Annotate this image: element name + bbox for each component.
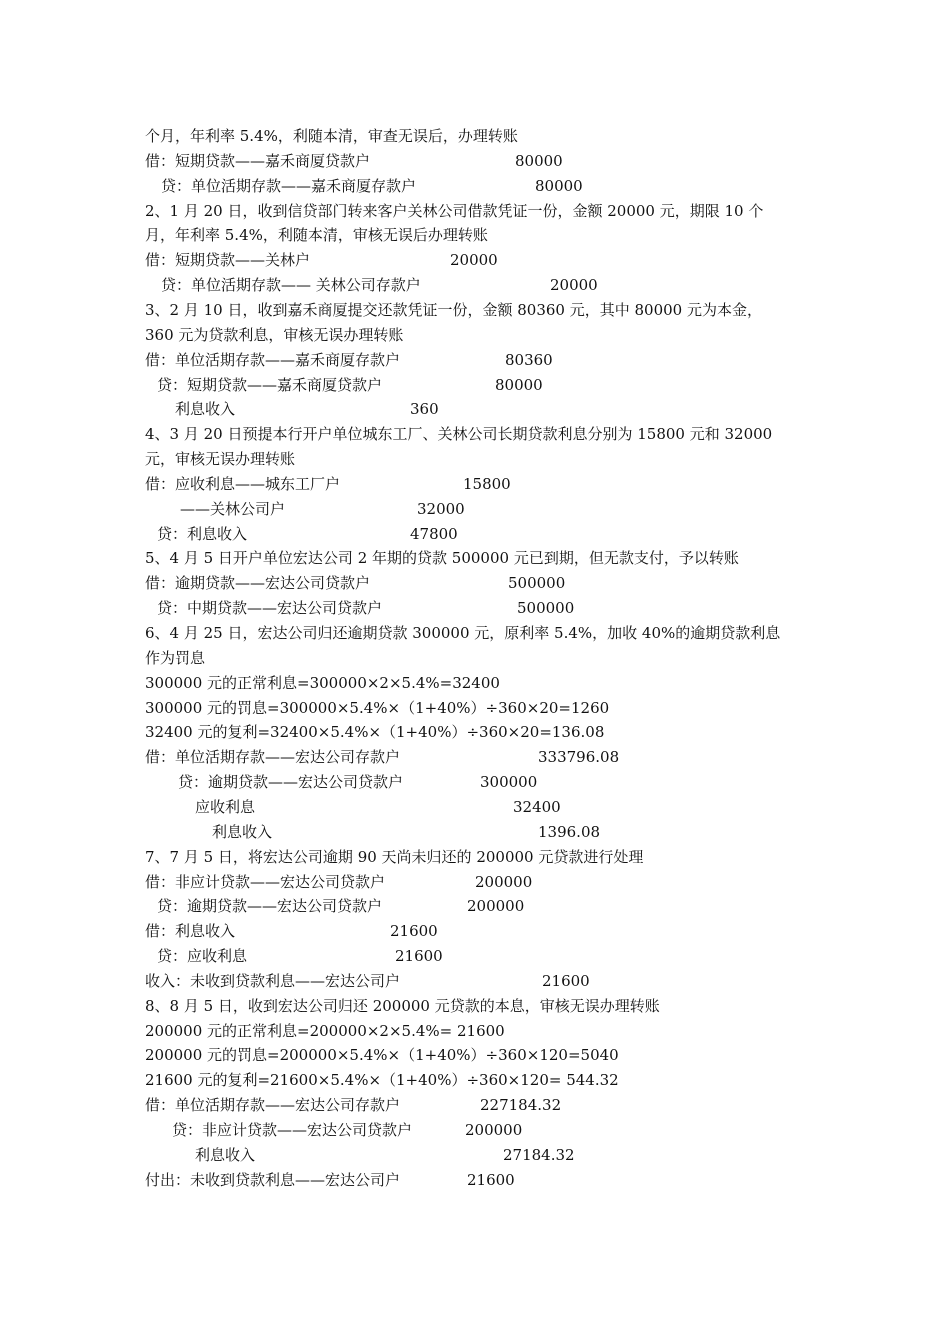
line-text: 4、3 月 20 日预提本行开户单位城东工厂、关林公司长期贷款利息分别为 15800 元和 32000 [145, 425, 773, 444]
line-text: 应收利息 [195, 797, 256, 816]
line-amount: 80000 [495, 375, 543, 394]
line-text: 收入：未收到贷款利息——宏达公司户 [145, 971, 401, 990]
line-amount: 47800 [410, 524, 458, 543]
line-amount: 20000 [550, 276, 598, 295]
line-amount: 200000 [475, 872, 533, 891]
line-amount: 360 [410, 400, 439, 419]
line-amount: 200000 [465, 1121, 523, 1139]
line-text: 200000 元的正常利息=200000×2×5.4%= 21600 [145, 1021, 505, 1040]
line-text: 贷：单位活期存款—— 关林公司存款户 [161, 276, 421, 295]
line-text: 借：短期贷款——嘉禾商厦贷款户 [145, 151, 371, 170]
line-amount: 1396.08 [538, 822, 601, 841]
line-text: 300000 元的正常利息=300000×2×5.4%=32400 [145, 673, 500, 692]
line-text: 付出：未收到贷款利息——宏达公司户 [145, 1170, 401, 1189]
line-text: 利息收入 [175, 400, 236, 419]
line-text: 200000 元的罚息=200000×5.4%×（1+40%）÷360×120=5040 [145, 1046, 619, 1065]
line-amount: 333796.08 [538, 748, 620, 767]
line-amount: 21600 [542, 971, 590, 990]
line-text: 贷：短期贷款——嘉禾商厦贷款户 [157, 375, 383, 394]
line-text: 利息收入 [212, 822, 273, 841]
line-text: 贷：逾期贷款——宏达公司贷款户 [178, 773, 404, 792]
line-text: 借：非应计贷款——宏达公司贷款户 [145, 872, 386, 891]
line-text: 借：单位活期存款——宏达公司存款户 [145, 1096, 401, 1115]
line-text: 3、2 月 10 日，收到嘉禾商厦提交还款凭证一份，金额 80360 元，其中 80000 元为本金， [145, 300, 762, 319]
line-text: 32400 元的复利=32400×5.4%×（1+40%）÷360×20=136.08 [145, 723, 605, 742]
line-text: 贷：非应计贷款——宏达公司贷款户 [172, 1121, 413, 1139]
line-amount: 32400 [513, 797, 561, 816]
line-text: 21600 元的复利=21600×5.4%×（1+40%）÷360×120= 544.32 [145, 1071, 619, 1090]
line-amount: 21600 [395, 947, 443, 966]
line-text: 5、4 月 5 日开户单位宏达公司 2 年期的贷款 500000 元已到期，但无款支付，予以转账 [145, 549, 739, 568]
line-amount: 21600 [467, 1170, 515, 1189]
line-amount: 27184.32 [503, 1145, 575, 1164]
line-text: 个月，年利率 5.4%，利随本清，审查无误后，办理转账 [145, 127, 518, 145]
line-amount: 80360 [505, 350, 553, 369]
line-amount: 21600 [390, 922, 438, 941]
line-amount: 200000 [467, 897, 525, 916]
line-amount: 15800 [463, 474, 511, 493]
line-text: 8、8 月 5 日，收到宏达公司归还 200000 元贷款的本息，审核无误办理转账 [145, 996, 660, 1015]
line-amount: 80000 [515, 151, 563, 170]
line-text: 借：单位活期存款——嘉禾商厦存款户 [145, 350, 401, 369]
line-text: 借：逾期贷款——宏达公司贷款户 [145, 574, 371, 593]
line-text: ——关林公司户 [180, 499, 286, 518]
line-text: 6、4 月 25 日，宏达公司归还逾期贷款 300000 元，原利率 5.4%，加收 40%的逾期贷款利息 [145, 624, 781, 642]
line-text: 贷：利息收入 [157, 524, 248, 543]
line-text: 7、7 月 5 日，将宏达公司逾期 90 天尚未归还的 200000 元贷款进行处理 [145, 847, 644, 866]
line-amount: 500000 [508, 574, 566, 593]
line-text: 借：利息收入 [145, 922, 236, 941]
line-amount: 20000 [450, 251, 498, 270]
line-text: 贷：单位活期存款——嘉禾商厦存款户 [161, 176, 417, 195]
line-amount: 32000 [417, 499, 465, 518]
line-text: 元，审核无误办理转账 [145, 450, 296, 469]
line-text: 借：短期贷款——关林户 [145, 251, 311, 270]
line-amount: 227184.32 [480, 1096, 562, 1115]
line-text: 贷：中期贷款——宏达公司贷款户 [157, 599, 383, 618]
line-text: 月，年利率 5.4%，利随本清，审核无误后办理转账 [145, 226, 488, 245]
line-text: 360 元为贷款利息，审核无误办理转账 [145, 325, 404, 344]
line-text: 2、1 月 20 日，收到信贷部门转来客户关林公司借款凭证一份，金额 20000 元，期限 10 个 [145, 201, 764, 220]
line-text: 贷：逾期贷款——宏达公司贷款户 [157, 897, 383, 916]
line-amount: 500000 [517, 599, 575, 618]
line-text: 借：单位活期存款——宏达公司存款户 [145, 748, 401, 767]
line-amount: 80000 [535, 176, 583, 195]
line-amount: 300000 [480, 773, 538, 792]
line-text: 借：应收利息——城东工厂户 [145, 474, 341, 493]
line-text: 贷：应收利息 [157, 947, 248, 966]
line-text: 300000 元的罚息=300000×5.4%×（1+40%）÷360×20=1260 [145, 698, 610, 717]
line-text: 作为罚息 [145, 648, 206, 667]
line-text: 利息收入 [195, 1145, 256, 1164]
